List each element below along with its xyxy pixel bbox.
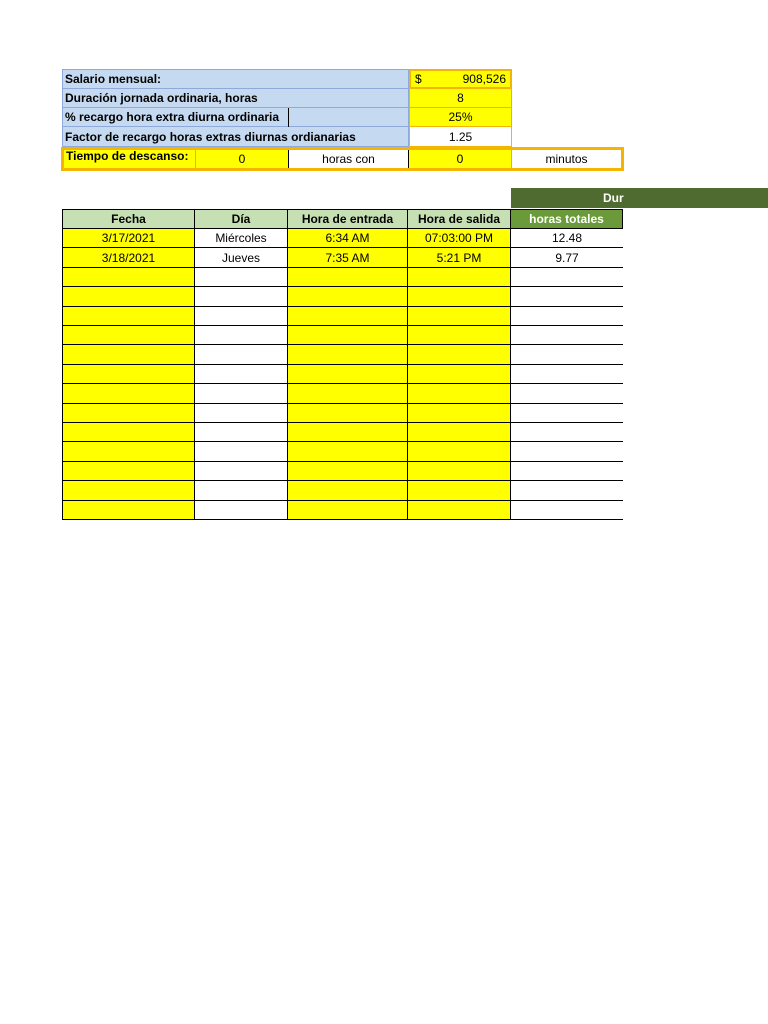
table-cell-fecha[interactable] xyxy=(62,423,195,442)
table-cell-horas-totales[interactable]: 9.77 xyxy=(511,248,623,268)
column-header-fecha: Fecha xyxy=(62,209,195,229)
table-cell-dia[interactable] xyxy=(195,268,288,287)
table-cell-fecha[interactable] xyxy=(62,404,195,423)
duracion-value[interactable]: 8 xyxy=(409,89,512,108)
table-cell-hora-salida[interactable] xyxy=(408,326,511,345)
duracion-label: Duración jornada ordinaria, horas xyxy=(62,89,409,108)
table-cell-hora-salida[interactable] xyxy=(408,501,511,520)
table-cell-horas-totales[interactable] xyxy=(511,384,623,404)
table-cell-hora-salida[interactable] xyxy=(408,287,511,307)
table-cell-horas-totales[interactable] xyxy=(511,287,623,307)
recargo-value[interactable]: 25% xyxy=(409,108,512,127)
table-cell-dia[interactable] xyxy=(195,384,288,404)
table-cell-hora-entrada[interactable] xyxy=(288,384,408,404)
factor-value: 1.25 xyxy=(409,127,512,147)
descanso-label: Tiempo de descanso: xyxy=(64,150,195,168)
table-cell-fecha[interactable] xyxy=(62,481,195,501)
table-cell-fecha[interactable] xyxy=(62,287,195,307)
table-cell-hora-salida[interactable] xyxy=(408,404,511,423)
table-cell-horas-totales[interactable]: 12.48 xyxy=(511,229,623,248)
table-cell-dia[interactable] xyxy=(195,404,288,423)
table-cell-fecha[interactable]: 3/18/2021 xyxy=(62,248,195,268)
descanso-horas-input[interactable]: 0 xyxy=(195,150,288,168)
column-header-dia: Día xyxy=(195,209,288,229)
currency-symbol: $ xyxy=(415,72,422,86)
duration-banner xyxy=(511,188,768,208)
table-cell-horas-totales[interactable] xyxy=(511,481,623,501)
table-cell-hora-salida[interactable] xyxy=(408,423,511,442)
table-cell-dia[interactable] xyxy=(195,365,288,384)
table-cell-hora-entrada[interactable]: 6:34 AM xyxy=(288,229,408,248)
table-cell-horas-totales[interactable] xyxy=(511,307,623,326)
table-cell-hora-entrada[interactable] xyxy=(288,404,408,423)
descanso-horas-con: horas con xyxy=(288,150,409,168)
table-cell-fecha[interactable] xyxy=(62,268,195,287)
table-cell-dia[interactable] xyxy=(195,462,288,481)
recargo-inner-divider xyxy=(288,108,289,127)
salario-label: Salario mensual: xyxy=(62,69,409,89)
table-cell-hora-salida[interactable]: 07:03:00 PM xyxy=(408,229,511,248)
table-cell-hora-entrada[interactable] xyxy=(288,345,408,365)
table-cell-horas-totales[interactable] xyxy=(511,423,623,442)
table-cell-fecha[interactable] xyxy=(62,384,195,404)
table-cell-fecha[interactable] xyxy=(62,307,195,326)
table-cell-horas-totales[interactable] xyxy=(511,326,623,345)
descanso-minutos-input[interactable]: 0 xyxy=(409,150,511,168)
table-cell-dia[interactable]: Miércoles xyxy=(195,229,288,248)
table-cell-hora-salida[interactable] xyxy=(408,442,511,462)
table-cell-dia[interactable] xyxy=(195,287,288,307)
table-cell-hora-entrada[interactable] xyxy=(288,481,408,501)
table-cell-hora-salida[interactable] xyxy=(408,365,511,384)
salario-value: 908,526 xyxy=(462,72,506,86)
table-cell-dia[interactable] xyxy=(195,423,288,442)
table-cell-horas-totales[interactable] xyxy=(511,345,623,365)
table-cell-fecha[interactable] xyxy=(62,462,195,481)
table-cell-horas-totales[interactable] xyxy=(511,365,623,384)
table-cell-fecha[interactable] xyxy=(62,365,195,384)
table-cell-hora-entrada[interactable] xyxy=(288,501,408,520)
table-cell-hora-entrada[interactable] xyxy=(288,268,408,287)
table-cell-hora-salida[interactable] xyxy=(408,268,511,287)
table-cell-horas-totales[interactable] xyxy=(511,268,623,287)
table-cell-fecha[interactable] xyxy=(62,326,195,345)
table-cell-hora-salida[interactable]: 5:21 PM xyxy=(408,248,511,268)
table-cell-dia[interactable] xyxy=(195,481,288,501)
table-cell-fecha[interactable] xyxy=(62,345,195,365)
descanso-minutos-label: minutos xyxy=(511,150,621,168)
recargo-label: % recargo hora extra diurna ordinaria xyxy=(62,108,409,127)
table-cell-dia[interactable]: Jueves xyxy=(195,248,288,268)
table-cell-fecha[interactable]: 3/17/2021 xyxy=(62,229,195,248)
table-cell-hora-salida[interactable] xyxy=(408,307,511,326)
duration-banner-label: Dur xyxy=(603,191,624,205)
table-cell-hora-entrada[interactable] xyxy=(288,462,408,481)
table-cell-dia[interactable] xyxy=(195,345,288,365)
table-cell-dia[interactable] xyxy=(195,326,288,345)
table-cell-hora-entrada[interactable] xyxy=(288,442,408,462)
table-cell-dia[interactable] xyxy=(195,307,288,326)
table-cell-horas-totales[interactable] xyxy=(511,442,623,462)
table-cell-hora-salida[interactable] xyxy=(408,462,511,481)
table-cell-horas-totales[interactable] xyxy=(511,404,623,423)
table-cell-horas-totales[interactable] xyxy=(511,462,623,481)
table-cell-hora-entrada[interactable] xyxy=(288,365,408,384)
column-header-hora-salida: Hora de salida xyxy=(408,209,511,229)
table-cell-fecha[interactable] xyxy=(62,442,195,462)
table-cell-hora-entrada[interactable] xyxy=(288,307,408,326)
factor-label: Factor de recargo horas extras diurnas ordianarias xyxy=(62,127,409,147)
table-cell-dia[interactable] xyxy=(195,442,288,462)
table-cell-hora-salida[interactable] xyxy=(408,345,511,365)
table-cell-hora-entrada[interactable]: 7:35 AM xyxy=(288,248,408,268)
column-header-hora-entrada: Hora de entrada xyxy=(288,209,408,229)
column-header-horas-totales: horas totales xyxy=(511,209,623,229)
table-cell-fecha[interactable] xyxy=(62,501,195,520)
table-cell-horas-totales[interactable] xyxy=(511,501,623,520)
salario-value-cell[interactable] xyxy=(409,69,512,89)
table-cell-hora-entrada[interactable] xyxy=(288,423,408,442)
table-cell-hora-salida[interactable] xyxy=(408,384,511,404)
table-cell-hora-salida[interactable] xyxy=(408,481,511,501)
table-cell-dia[interactable] xyxy=(195,501,288,520)
table-cell-hora-entrada[interactable] xyxy=(288,287,408,307)
table-cell-hora-entrada[interactable] xyxy=(288,326,408,345)
